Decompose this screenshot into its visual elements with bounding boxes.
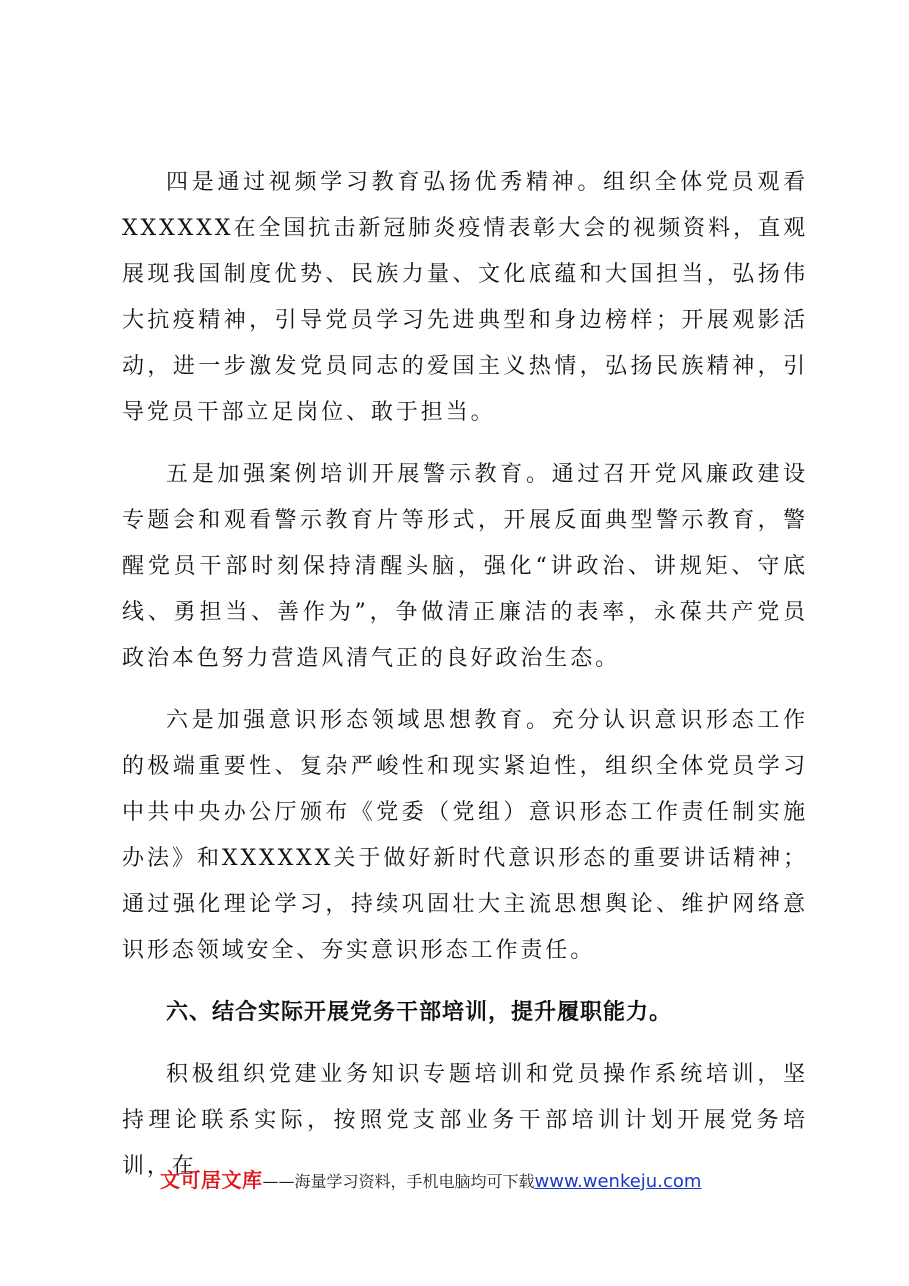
paragraph-training: 积极组织党建业务知识专题培训和党员操作系统培训，坚持理论联系实际，按照党支部业务干部培训计划开展党务培训，在 — [122, 1062, 808, 1179]
section-heading: 六、结合实际开展党务干部培训，提升履职能力。 — [166, 1000, 673, 1025]
paragraph-video-learning: 四是通过视频学习教育弘扬优秀精神。组织全体党员观看XXXXXX在全国抗击新冠肺炎疫情表彰大会的视频资料，直观展现我国制度优势、民族力量、文化底蕴和大国担当，弘扬伟大抗疫精神，引导党员学习先进典型和身边榜样；开展观影活动，进一步激发党员同志的爱国主义热情，弘扬民族精神，引导党员干部立足岗位、敢于担当。 — [122, 170, 808, 425]
document-body — [122, 160, 808, 1206]
footer-brand: 文可居文库 — [160, 1168, 263, 1192]
paragraph-ideology-education: 六是加强意识形态领域思想教育。充分认识意识形态工作的极端重要性、复杂严峻性和现实紧迫性，组织全体党员学习中共中央办公厅颁布《党委（党组）意识形态工作责任制实施办法》和XXXXXX关于做好新时代意识形态的重要讲话精神；通过强化理论学习，持续巩固壮大主流思想舆论、维护网络意识形态领域安全、夯实意识形态工作责任。 — [122, 708, 808, 963]
footer-banner — [160, 1164, 701, 1193]
paragraph-warning-education: 五是加强案例培训开展警示教育。通过召开党风廉政建设专题会和观看警示教育片等形式，开展反面典型警示教育，警醒党员干部时刻保持清醒头脑，强化“讲政治、讲规矩、守底线、勇担当、善作为”，争做清正廉洁的表率，永葆共产党员政治本色努力营造风清气正的良好政治生态。 — [122, 462, 808, 671]
footer-link[interactable]: www.wenkeju.com — [534, 1171, 702, 1192]
footer-tagline: ——海量学习资料，手机电脑均可下载 — [262, 1172, 535, 1191]
